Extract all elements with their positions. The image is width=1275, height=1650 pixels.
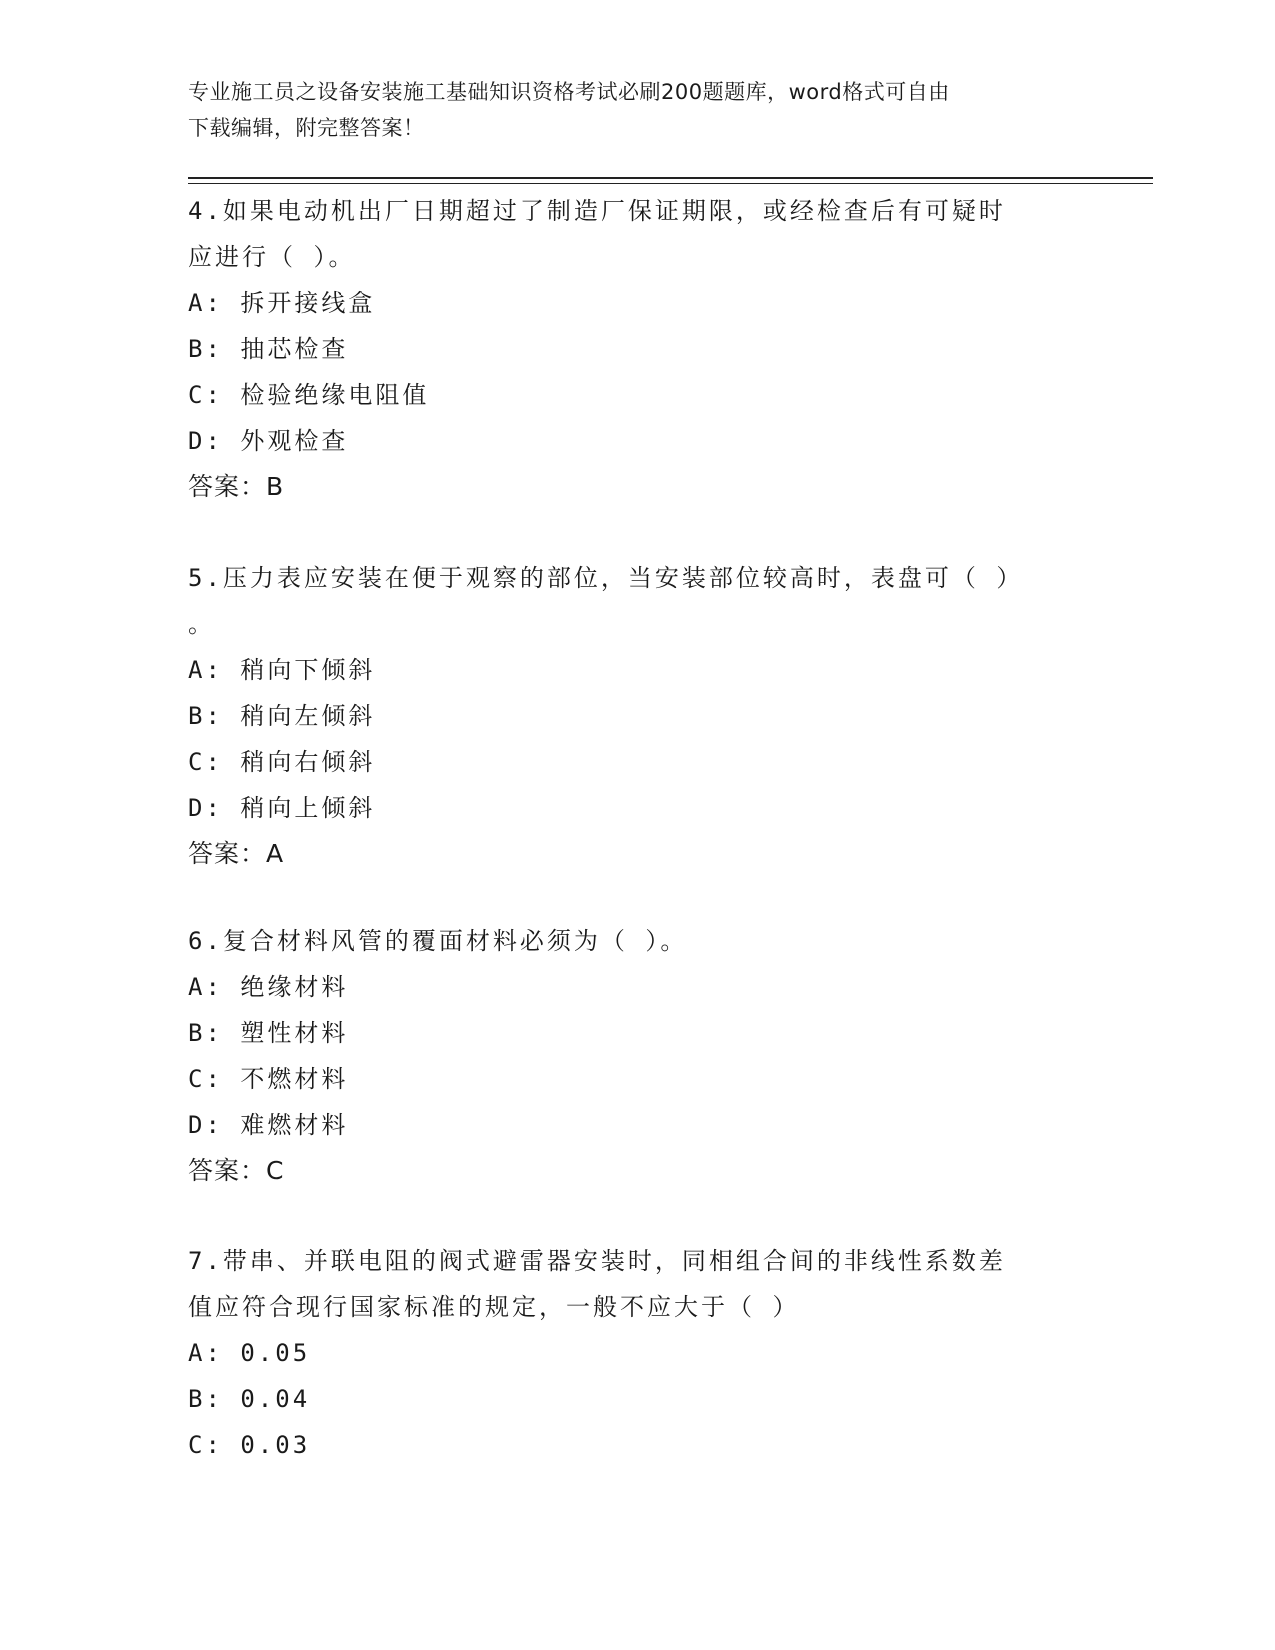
- question-6-option-d: D: 难燃材料: [188, 1111, 349, 1139]
- question-4-line-1: 4.如果电动机出厂日期超过了制造厂保证期限，或经检查后有可疑时: [188, 197, 1006, 225]
- header-divider-thin: [188, 183, 1153, 184]
- question-6-option-a: A: 绝缘材料: [188, 973, 349, 1001]
- question-7-option-a: A: 0.05: [188, 1339, 311, 1367]
- question-5-option-c: C: 稍向右倾斜: [188, 748, 376, 776]
- question-5-line-2: 。: [188, 610, 215, 638]
- header-line-1: 专业施工员之设备安装施工基础知识资格考试必刷200题题库，word格式可自由: [188, 80, 950, 104]
- question-4: [188, 188, 1068, 510]
- question-7-line-1: 7.带串、并联电阻的阀式避雷器安装时，同相组合间的非线性系数差: [188, 1247, 1006, 1275]
- question-6-option-c: C: 不燃材料: [188, 1065, 349, 1093]
- question-5-text: [188, 555, 1058, 647]
- question-7-option-c: C: 0.03: [188, 1431, 311, 1459]
- header-line-2: 下载编辑，附完整答案！: [188, 116, 425, 140]
- question-4-option-b: B: 抽芯检查: [188, 335, 349, 363]
- question-4-line-2: 应进行（ ）。: [188, 243, 356, 271]
- document-header: [188, 74, 1068, 146]
- question-7-option-b: B: 0.04: [188, 1385, 311, 1413]
- question-6-text: [188, 918, 1058, 964]
- question-7-line-2: 值应符合现行国家标准的规定，一般不应大于（ ）: [188, 1293, 800, 1321]
- question-4-text: [188, 188, 1058, 280]
- question-5-option-d: D: 稍向上倾斜: [188, 794, 376, 822]
- question-5: [188, 555, 1068, 877]
- question-5-option-b: B: 稍向左倾斜: [188, 702, 376, 730]
- question-6-line-1: 6.复合材料风管的覆面材料必须为（ ）。: [188, 927, 688, 955]
- question-4-option-c: C: 检验绝缘电阻值: [188, 381, 430, 409]
- question-5-line-1: 5.压力表应安装在便于观察的部位，当安装部位较高时，表盘可（ ）: [188, 564, 1024, 592]
- question-4-option-d: D: 外观检查: [188, 427, 349, 455]
- question-7: [188, 1238, 1068, 1468]
- question-5-option-a: A: 稍向下倾斜: [188, 656, 376, 684]
- question-5-answer: 答案：A: [188, 839, 285, 868]
- question-4-option-a: A: 拆开接线盒: [188, 289, 376, 317]
- question-6: [188, 918, 1068, 1194]
- question-4-answer: 答案：B: [188, 472, 285, 501]
- question-6-answer: 答案：C: [188, 1156, 285, 1185]
- header-divider-thick: [188, 177, 1153, 179]
- question-6-option-b: B: 塑性材料: [188, 1019, 349, 1047]
- question-7-text: [188, 1238, 1058, 1330]
